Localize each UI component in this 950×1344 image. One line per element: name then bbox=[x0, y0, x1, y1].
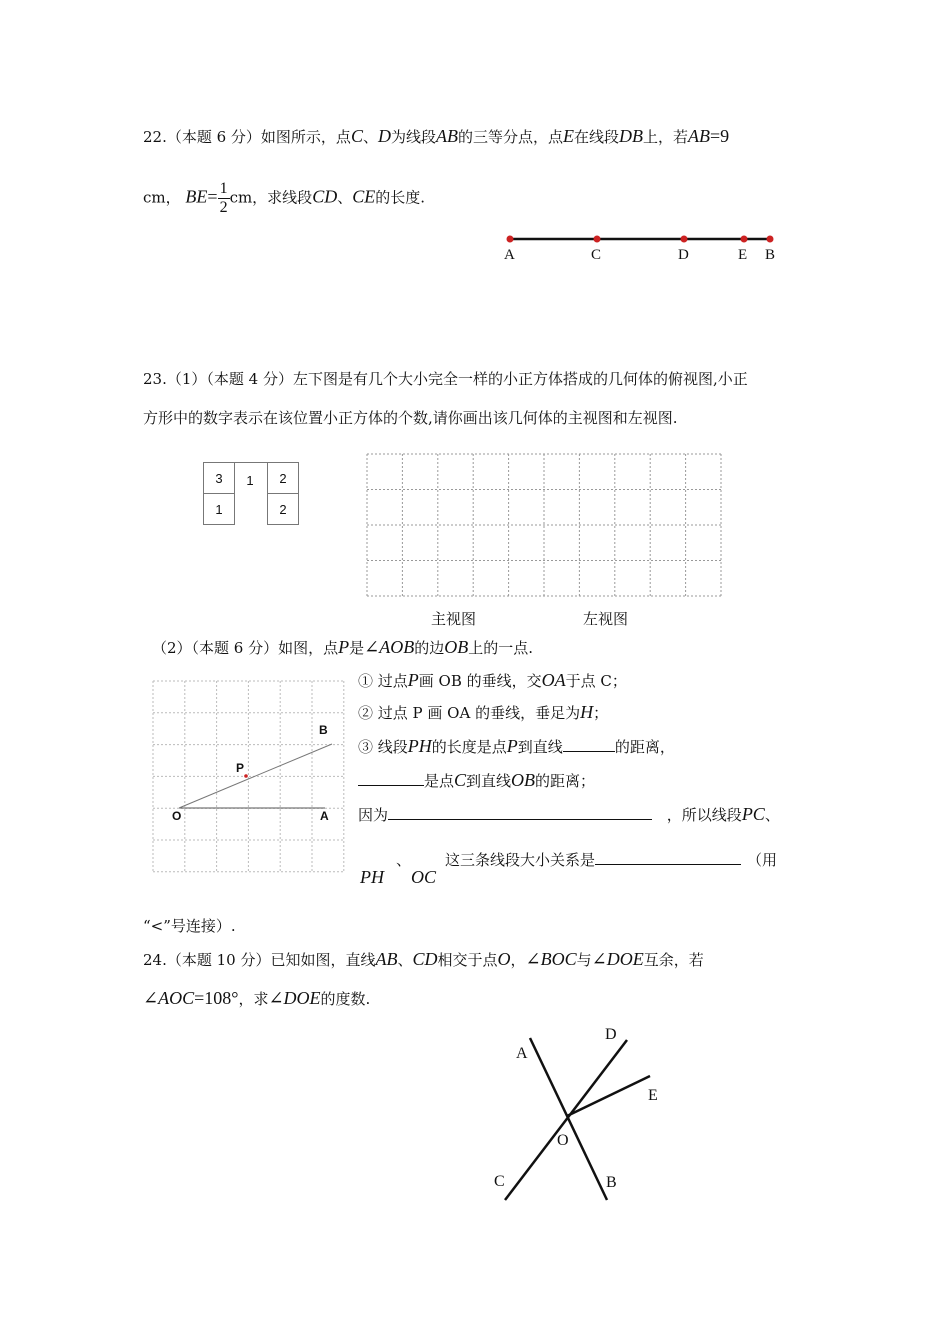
fraction-one-half: $\frac{1}{2}$ bbox=[219, 180, 228, 216]
answer-blank[interactable] bbox=[388, 805, 652, 820]
point-e bbox=[741, 236, 748, 243]
q23-angle-figure bbox=[150, 678, 346, 873]
grid-cell: 1 bbox=[246, 472, 254, 488]
q24-lines-figure bbox=[480, 1015, 680, 1215]
answer-blank[interactable] bbox=[563, 737, 615, 752]
views-drawing-grid bbox=[366, 453, 724, 599]
point-d bbox=[681, 236, 688, 243]
label-a: A bbox=[504, 247, 515, 263]
q23-part1-line2: 方形中的数字表示在该位置小正方体的个数,请你画出该几何体的主视图和左视图. bbox=[143, 409, 678, 427]
line-ab bbox=[530, 1038, 607, 1200]
q24-line1: 24.（本题 10 分）已知如图，直线AB、CD相交于点O，∠BOC与∠DOE互余，若 bbox=[143, 949, 704, 969]
q23-because-line: 因为 ，所以线段PC、 bbox=[358, 804, 780, 824]
point-b bbox=[767, 236, 774, 243]
q24-line2: ∠AOC=108°，求∠DOE的度数. bbox=[143, 988, 371, 1008]
label-e: E bbox=[648, 1087, 658, 1104]
point-a bbox=[507, 236, 514, 243]
label-a: A bbox=[320, 809, 329, 823]
q23-relation-line: 这三条线段大小关系是 （用 bbox=[445, 851, 778, 869]
label-p: P bbox=[236, 761, 245, 775]
point-c bbox=[594, 236, 601, 243]
q23-use-b: “<”号连接）. bbox=[143, 917, 236, 935]
grid-cell: 3 bbox=[203, 462, 235, 494]
q23-ph: PH bbox=[360, 867, 384, 887]
q22-segment-figure bbox=[495, 228, 795, 273]
ray-oe bbox=[567, 1076, 650, 1116]
q23-step3: ③ 线段PH的长度是点P到直线 的距离， bbox=[358, 736, 675, 756]
grid-cell: 2 bbox=[267, 462, 299, 494]
label-c: C bbox=[494, 1173, 505, 1190]
point-p bbox=[244, 774, 248, 778]
q23-step4: 是点C到直线OB的距离； bbox=[358, 770, 595, 791]
label-b: B bbox=[765, 247, 776, 263]
answer-blank[interactable] bbox=[358, 771, 424, 786]
q23-step2: ② 过点 P 画 OA 的垂线，垂足为H； bbox=[358, 702, 609, 722]
left-view-label: 左视图 bbox=[583, 610, 629, 628]
label-o: O bbox=[172, 809, 182, 823]
grid-cell: 2 bbox=[267, 493, 299, 525]
answer-blank[interactable] bbox=[595, 850, 741, 865]
grid-cell: 1 bbox=[203, 493, 235, 525]
front-view-label: 主视图 bbox=[431, 610, 477, 628]
q23-step1: ① 过点P画 OB 的垂线，交OA于点 C； bbox=[358, 670, 627, 690]
top-view-grid bbox=[203, 462, 299, 526]
label-c: C bbox=[591, 247, 602, 263]
label-d: D bbox=[678, 247, 689, 263]
label-a: A bbox=[516, 1045, 528, 1062]
q23-sep4: 、 bbox=[396, 851, 412, 869]
q23-part1-line1: 23.（1）（本题 4 分）左下图是有几个大小完全一样的小正方体搭成的几何体的俯视图,小正 bbox=[143, 370, 748, 388]
grid-border bbox=[234, 462, 268, 463]
label-e: E bbox=[738, 247, 748, 263]
q23-part2-intro: （2）（本题 6 分）如图，点P是∠AOB的边OB上的一点. bbox=[152, 637, 534, 657]
q23-oc: OC bbox=[411, 867, 437, 887]
q22-line1: 22.（本题 6 分）如图所示，点C、D为线段AB的三等分点，点E在线段DB上，若AB=9 bbox=[143, 126, 730, 146]
q22-line2: cm， BE= $\frac{1}{2}$ cm，求线段CD、CE的长度. bbox=[143, 180, 426, 216]
label-d: D bbox=[605, 1026, 617, 1043]
label-b: B bbox=[319, 723, 328, 737]
label-b: B bbox=[606, 1174, 617, 1191]
label-o: O bbox=[557, 1132, 569, 1149]
